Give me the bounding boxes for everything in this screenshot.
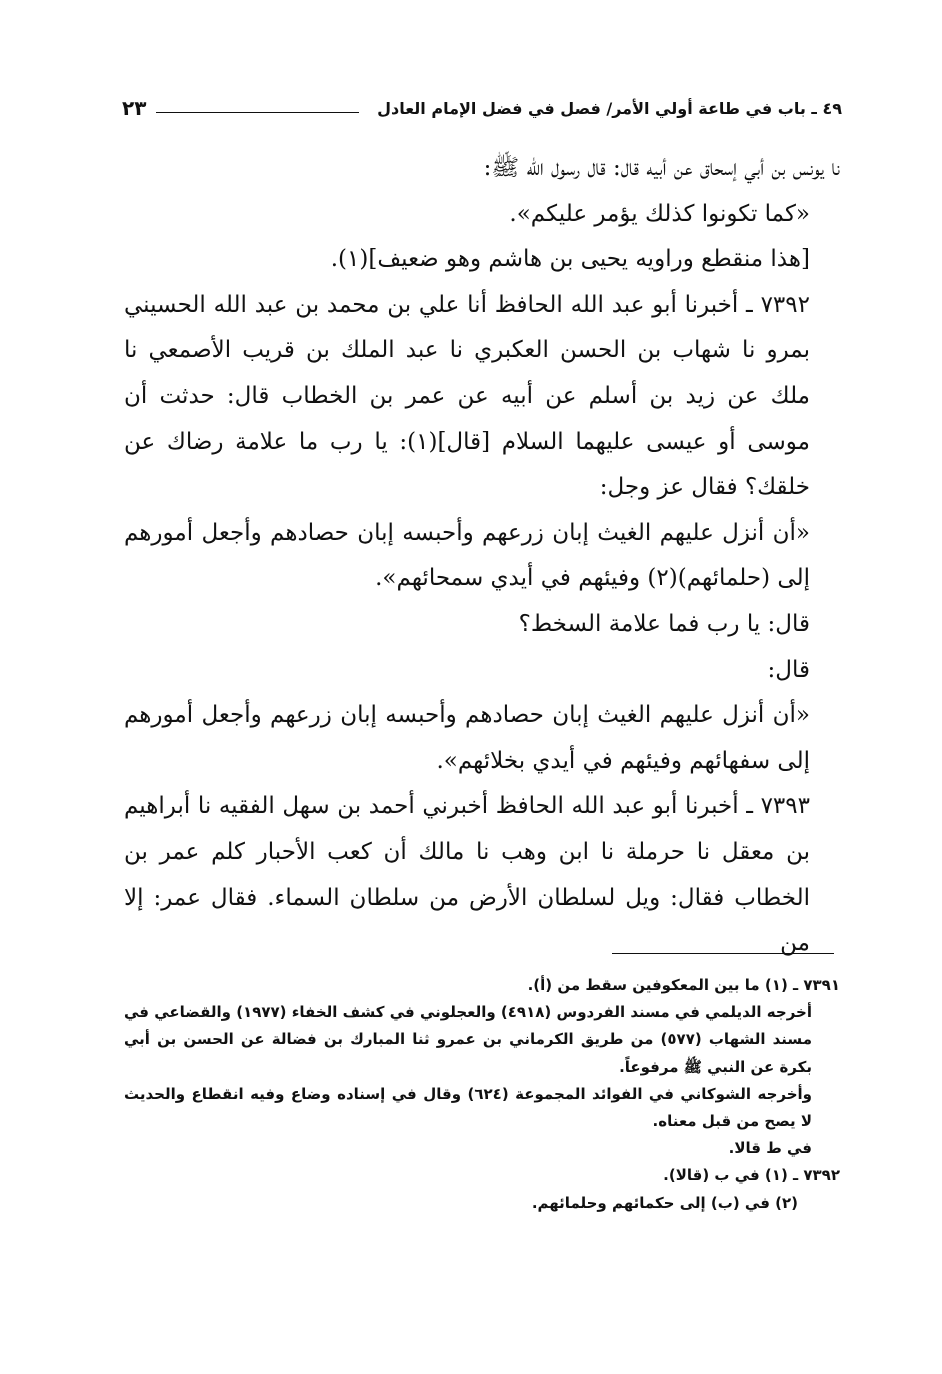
footnote-7391-takhrij: أخرجه الديلمي في مسند الفردوس (٤٩١٨) والعجلوني في كشف الخفاء (١٩٧٧) والقضاعي في مسند الشهاب (٥٧٧) من طريق الكرماني بن عمرو ثنا المبارك بن فضالة عن الحسن بن أبي بكرة عن النبي ﷺ مرفوعاً.	[124, 1003, 812, 1076]
paragraph-1: نا يونس بن أبي إسحاق عن أبيه قال: قال رسول الله ﷺ:	[483, 155, 840, 181]
paragraph-2: «كما تكونوا كذلك يؤمر عليكم».	[509, 200, 810, 227]
paragraph-6: قال: يا رب فما علامة السخط؟	[518, 610, 810, 637]
header-rule	[156, 112, 359, 113]
footnote-7391-1: ٧٣٩١ ـ (١) ما بين المعكوفين سقط من (أ).	[527, 976, 840, 994]
footnote-7391-shawkani: وأخرجه الشوكاني في الفوائد المجموعة (٦٢٤) وقال في إسناده وضاع وفيه انقطاع والحديث لا يصح من قبل معناه.	[124, 1084, 812, 1131]
page-header	[122, 92, 842, 124]
footnote-7391-variant: في ط قالا.	[728, 1139, 812, 1158]
hadith-7393: ٧٣٩٣ ـ أخبرنا أبو عبد الله الحافظ أخبرني أحمد بن سهل الفقيه نا أبراهيم بن معقل نا حرملة نا ابن وهب نا مالك أن كعب الأحبار كلم عمر بن الخطاب فقال: ويل لسلطان الأرض من سلطان السماء. فقال عمر: إلا من	[124, 793, 810, 957]
paragraph-5: «أن أنزل عليهم الغيث إبان زرعهم وأحبسه إبان حصادهم وأجعل أمورهم إلى (حلمائهم)(٢) وفيئهم في أيدي سمحائهم».	[124, 519, 810, 592]
hadith-7392: ٧٣٩٢ ـ أخبرنا أبو عبد الله الحافظ أنا علي بن محمد بن عبد الله الحسيني بمرو نا شهاب بن الحسن العكبري نا عبد الملك بن قريب الأصمعي نا ملك عن زيد بن أسلم عن أبيه عن عمر بن الخطاب قال: حدثت أن موسى أو عيسى عليهما السلام [قال](١): يا رب ما علامة رضاك عن خلقك؟ فقال عز وجل:	[124, 291, 810, 501]
footnote-separator	[612, 953, 834, 954]
page-number: ٢٣	[122, 96, 147, 120]
paragraph-7: قال:	[767, 656, 810, 683]
paragraph-3: [هذا منقطع وراويه يحيى بن هاشم وهو ضعيف](١).	[330, 246, 810, 273]
paragraph-8: «أن أنزل عليهم الغيث إبان حصادهم وأحبسه إبان زرعهم وأجعل أمورهم إلى سفهائهم وفيئهم في أيدي بخلائهم».	[124, 702, 810, 774]
footnote-7392-2: (٢) في (ب) إلى حكمائهم وحلمائهم.	[531, 1193, 798, 1212]
footnote-7392-1: ٧٣٩٢ ـ (١) في ب (قالا).	[663, 1166, 840, 1185]
running-head: ٤٩ ـ باب في طاعة أولي الأمر/ فصل في فضل الإمام العادل	[377, 98, 842, 118]
main-text	[124, 146, 840, 967]
footnotes	[124, 972, 840, 1217]
